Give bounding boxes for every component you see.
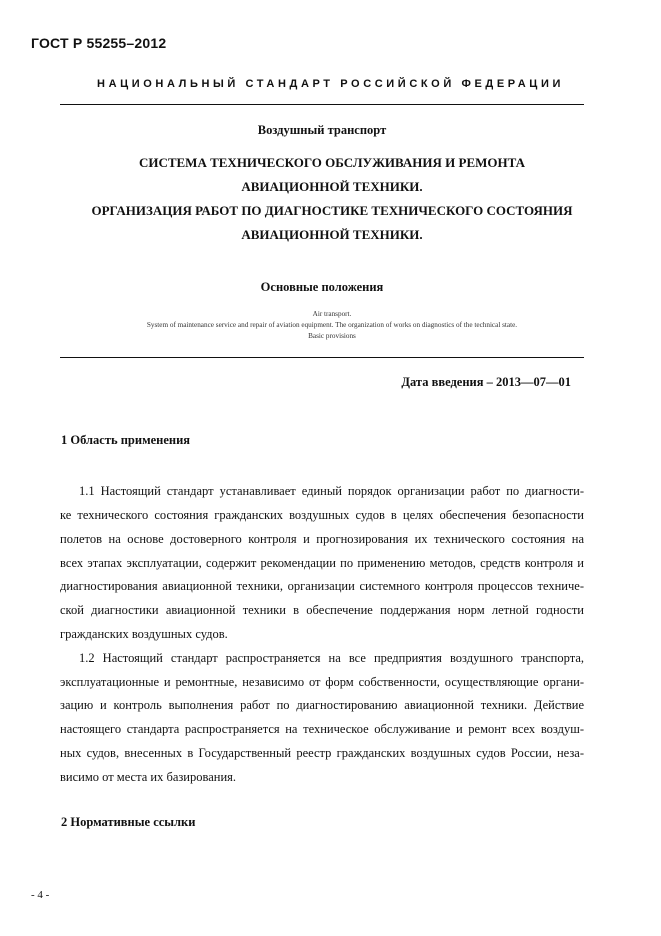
paragraph-1-1-line: ской диагностики авиационной техники в обеспечение поддержания норм летной годности: [60, 603, 584, 617]
paragraph-1-1-line: полетов на основе достоверного контроля и прогнозирования их технического состояния на: [60, 532, 584, 546]
title-line-1: СИСТЕМА ТЕХНИЧЕСКОГО ОБСЛУЖИВАНИЯ И РЕМОНТА: [138, 155, 526, 170]
section-2-heading: 2 Нормативные ссылки: [61, 815, 196, 829]
english-title-line-3: Basic provisions: [308, 332, 356, 340]
national-standard-label: НАЦИОНАЛЬНЫЙ СТАНДАРТ РОССИЙСКОЙ ФЕДЕРАЦИИ: [97, 78, 564, 90]
english-title-line-2: System of maintenance service and repair of aviation equipment. The organization of works on diagnostics of the technical state.: [146, 321, 518, 329]
subtitle: Основные положения: [260, 280, 384, 294]
paragraph-1-2-line: зацию и контроль выполнения работ по диагностированию авиационной техники. Действие: [60, 698, 584, 712]
paragraph-1-1-line: диагностирования авиационной техники, организации системного контроля процессов техниче-: [60, 579, 584, 593]
paragraph-1-2-line: 1.2 Настоящий стандарт распространяется на все предприятия воздушного транспорта,: [79, 651, 584, 665]
title-line-3: ОРГАНИЗАЦИЯ РАБОТ ПО ДИАГНОСТИКЕ ТЕХНИЧЕСКОГО СОСТОЯНИЯ: [91, 203, 573, 218]
title-line-2: АВИАЦИОННОЙ ТЕХНИКИ.: [241, 179, 423, 194]
paragraph-1-1-line: всех этапах эксплуатации, содержит рекомендации по применению методов, средств контроля и: [60, 556, 584, 570]
paragraph-1-2-line: висимо от места их базирования.: [60, 770, 237, 784]
paragraph-1-2-line: настоящего стандарта распространяется на техническое обслуживание и ремонт всех воздуш-: [60, 722, 584, 736]
paragraph-1-1-line: ке технического состояния гражданских воздушных судов в целях обеспечения безопасности: [60, 508, 584, 522]
supertitle: Воздушный транспорт: [257, 123, 387, 137]
top-divider: [60, 104, 584, 105]
paragraph-1-2-line: эксплуатационные и ремонтные, независимо от форм собственности, осуществляющие органи-: [60, 675, 584, 689]
page-number: - 4 -: [31, 889, 50, 901]
english-title-line-1: Air transport.: [312, 310, 352, 318]
paragraph-1-1-line: гражданских воздушных судов.: [60, 627, 228, 641]
introduction-date: Дата введения – 2013—07—01: [401, 375, 571, 389]
document-code: ГОСТ Р 55255–2012: [31, 35, 167, 51]
paragraph-1-2-line: ных судов, внесенных в Государственный реестр гражданских воздушных судов России, неза-: [60, 746, 584, 760]
paragraph-1-1-line: 1.1 Настоящий стандарт устанавливает единый порядок организации работ по диагности-: [79, 484, 584, 498]
title-line-4: АВИАЦИОННОЙ ТЕХНИКИ.: [241, 227, 423, 242]
section-1-heading: 1 Область применения: [61, 433, 191, 447]
title-divider: [60, 357, 584, 358]
